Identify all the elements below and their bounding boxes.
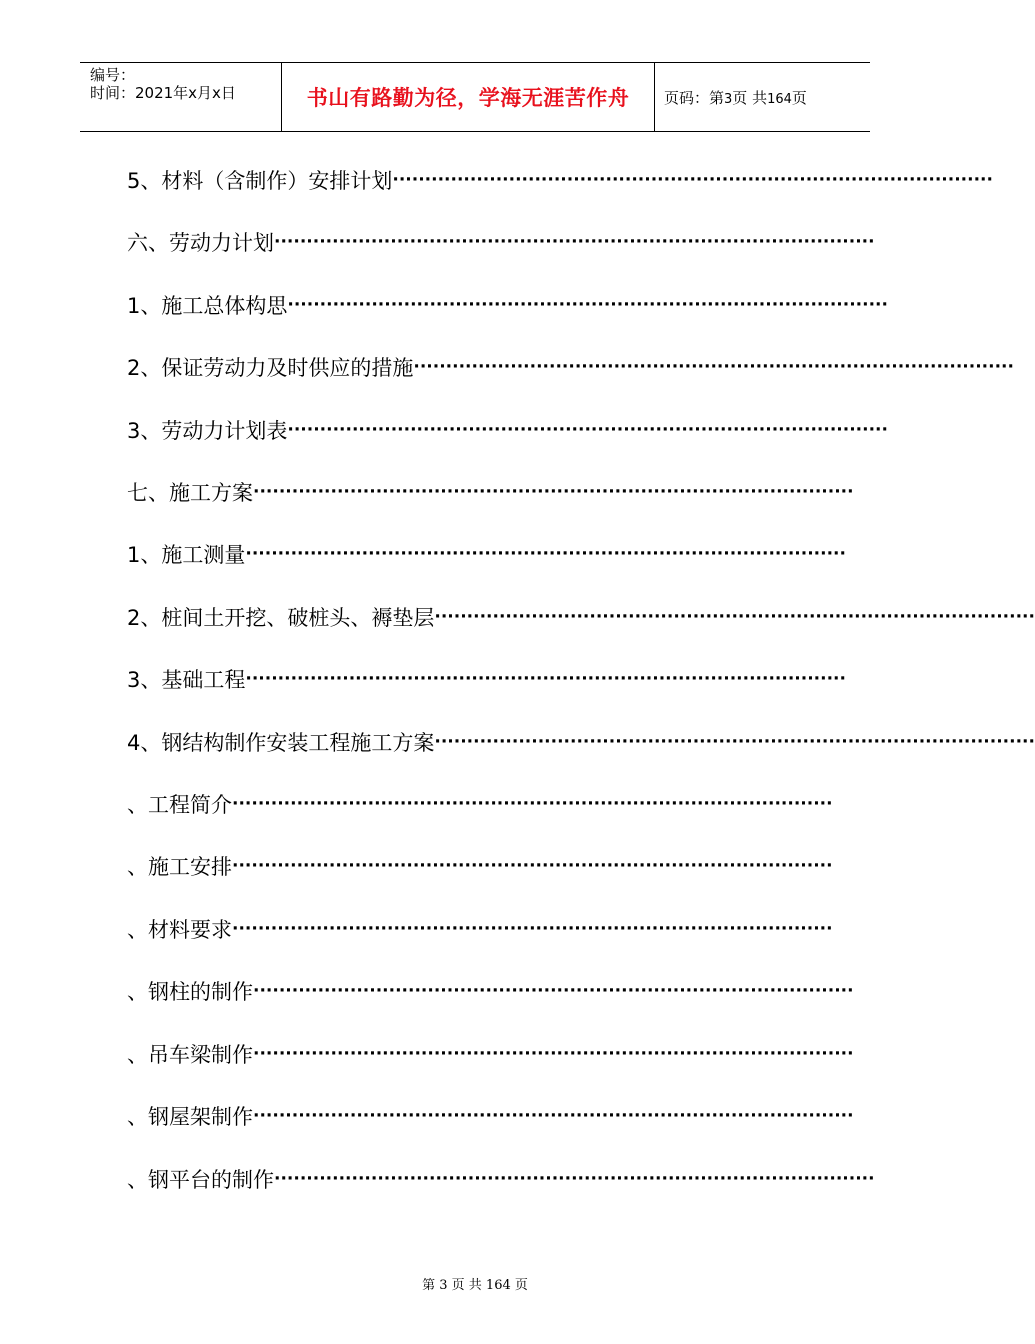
toc-entry[interactable] bbox=[127, 914, 833, 944]
toc-entry[interactable] bbox=[127, 290, 888, 320]
toc-entry[interactable] bbox=[127, 352, 1014, 382]
toc-leader-dots: ····························································································· bbox=[434, 732, 1035, 752]
toc-entry-label: 、工程简介 bbox=[127, 793, 232, 817]
toc-entry-label: 2、桩间土开挖、破桩头、褥垫层 bbox=[127, 606, 435, 630]
toc-leader-dots: ····························································································· bbox=[253, 482, 854, 502]
toc-entry[interactable] bbox=[127, 1164, 875, 1194]
toc-entry[interactable] bbox=[127, 539, 846, 569]
page-footer: 第 3 页 共 164 页 bbox=[422, 1278, 528, 1293]
toc-entry-label: 3、基础工程 bbox=[127, 668, 246, 692]
toc-leader-dots: ····························································································· bbox=[253, 981, 854, 1001]
toc-entry-label: 七、施工方案 bbox=[127, 481, 253, 505]
toc-entry[interactable] bbox=[127, 976, 854, 1006]
toc-entry-label: 2、保证劳动力及时供应的措施 bbox=[127, 356, 414, 380]
toc-leader-dots: ····························································································· bbox=[232, 794, 833, 814]
motto-text: 书山有路勤为径，学海无涯苦作舟 bbox=[306, 86, 630, 110]
page-end-label: 页 bbox=[791, 88, 807, 107]
page-header bbox=[80, 62, 870, 132]
toc-entry[interactable] bbox=[127, 165, 993, 195]
toc-leader-dots: ····························································································· bbox=[413, 357, 1014, 377]
page-current: 3 bbox=[724, 91, 733, 107]
toc-entry-label: 、吊车梁制作 bbox=[127, 1043, 253, 1067]
page-mid-label: 页 共 bbox=[732, 88, 768, 107]
toc-leader-dots: ····························································································· bbox=[287, 295, 888, 315]
toc-entry[interactable] bbox=[127, 851, 833, 881]
page-label: 页码：第 bbox=[664, 88, 725, 107]
toc-leader-dots: ····························································································· bbox=[274, 1169, 875, 1189]
toc-entry-label: 、钢屋架制作 bbox=[127, 1105, 253, 1129]
toc-leader-dots: ····························································································· bbox=[434, 607, 1035, 627]
toc-leader-dots: ····························································································· bbox=[287, 420, 888, 440]
toc-entry[interactable] bbox=[127, 415, 888, 445]
toc-leader-dots: ····························································································· bbox=[253, 1044, 854, 1064]
toc-entry[interactable] bbox=[127, 789, 833, 819]
toc-entry[interactable] bbox=[127, 727, 1035, 757]
toc-leader-dots: ····························································································· bbox=[392, 170, 993, 190]
toc-entry-label: 5、材料（含制作）安排计划 bbox=[127, 169, 393, 193]
header-page-cell bbox=[655, 63, 870, 131]
toc-leader-dots: ····························································································· bbox=[253, 1106, 854, 1126]
toc-entry-label: 、钢柱的制作 bbox=[127, 980, 253, 1004]
toc-entry-label: 、材料要求 bbox=[127, 918, 232, 942]
toc-entry[interactable] bbox=[127, 227, 875, 257]
toc-entry-label: 、钢平台的制作 bbox=[127, 1168, 274, 1192]
toc-leader-dots: ····························································································· bbox=[245, 669, 846, 689]
toc-entry-label: 4、钢结构制作安装工程施工方案 bbox=[127, 731, 435, 755]
document-time-label: 时间：2021年x月x日 bbox=[90, 84, 236, 102]
document-number-label: 编号： bbox=[90, 66, 136, 84]
toc-entry[interactable] bbox=[127, 477, 854, 507]
toc-entry[interactable] bbox=[127, 1101, 854, 1131]
toc-entry[interactable] bbox=[127, 1039, 854, 1069]
header-meta-cell bbox=[80, 63, 282, 131]
toc-entry[interactable] bbox=[127, 602, 1035, 632]
page-total: 164 bbox=[767, 91, 792, 107]
page-number-info bbox=[664, 87, 807, 108]
header-motto-cell bbox=[282, 63, 655, 131]
toc-entry-label: 六、劳动力计划 bbox=[127, 231, 274, 255]
toc-entry-label: 3、劳动力计划表 bbox=[127, 419, 288, 443]
toc-entry-label: 1、施工总体构思 bbox=[127, 294, 288, 318]
toc-entry-label: 、施工安排 bbox=[127, 855, 232, 879]
toc-leader-dots: ····························································································· bbox=[274, 232, 875, 252]
toc-entry-label: 1、施工测量 bbox=[127, 543, 246, 567]
toc-leader-dots: ····························································································· bbox=[232, 856, 833, 876]
toc-entry[interactable] bbox=[127, 664, 846, 694]
toc-leader-dots: ····························································································· bbox=[245, 544, 846, 564]
toc-leader-dots: ····························································································· bbox=[232, 919, 833, 939]
